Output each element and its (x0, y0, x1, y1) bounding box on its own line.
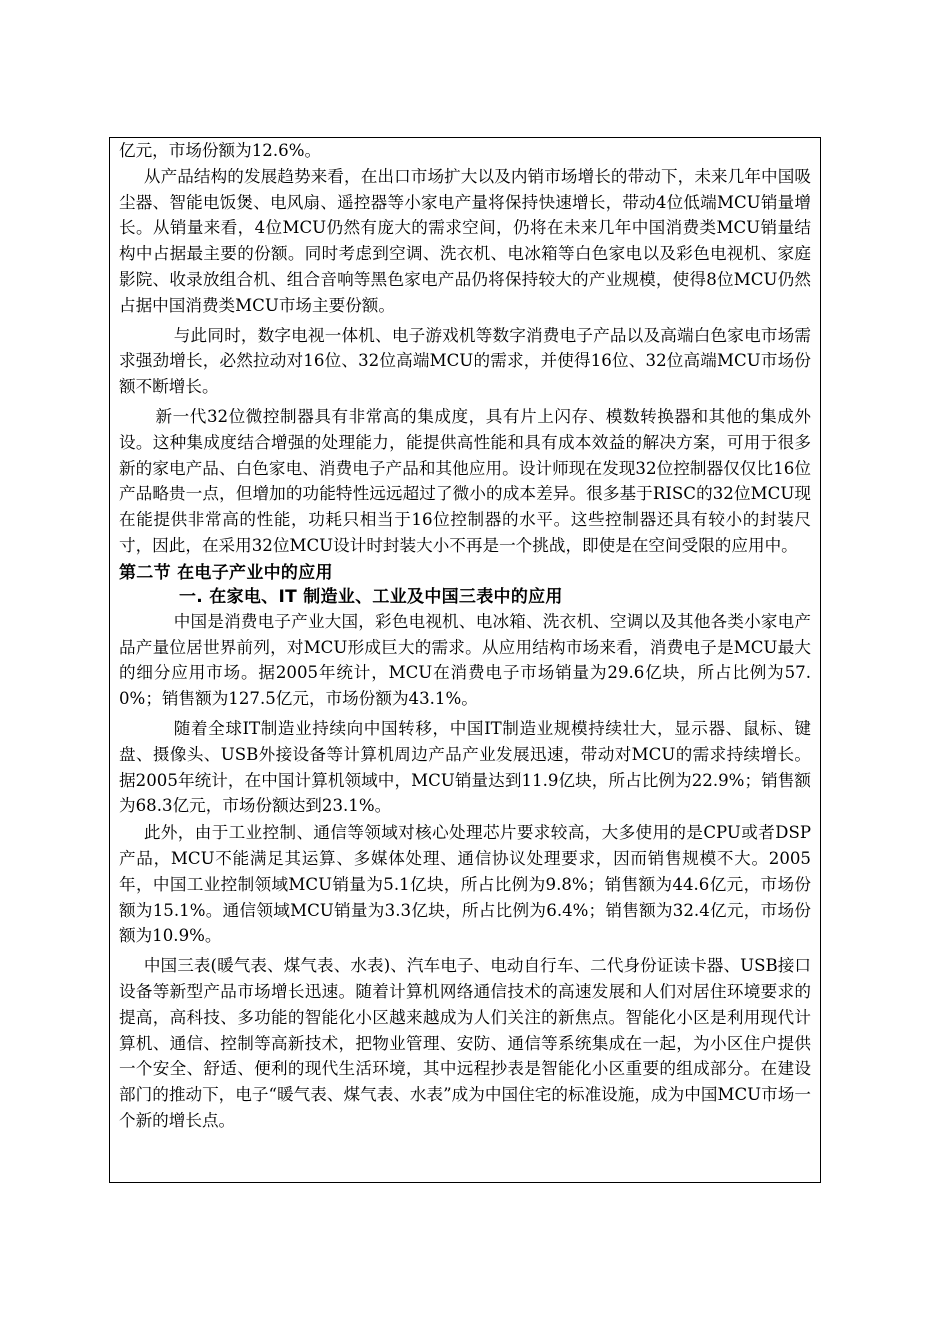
paragraph-industrial-control: 此外，由于工业控制、通信等领域对核心处理芯片要求较高，大多使用的是CPU或者DSP产品，MCU不能满足其运算、多媒体处理、通信协议处理要求，因而销售规模不大。2005年，中国工业控制领域MCU销量为5.1亿块，所占比例为9.8%；销售额为44.6亿元，市场份额为15.1%。通信领域MCU销量为3.3亿块，所占比例为6.4%；销售额为32.4亿元，市场份额为10.9%。 (119, 823, 811, 946)
paragraph-digital-consumer: 与此同时，数字电视一体机、电子游戏机等数字消费电子产品以及高端白色家电市场需求强劲增长，必然拉动对16位、32位高端MCU的需求，并使得16位、32位高端MCU市场份额不断增长。 (119, 325, 811, 397)
document-frame (109, 137, 821, 1183)
paragraph-product-structure: 从产品结构的发展趋势来看，在出口市场扩大以及内销市场增长的带动下，未来几年中国吸尘器、智能电饭煲、电风扇、遥控器等小家电产量将保持快速增长，带动4位低端MCU销量增长。从销量来看，4位MCU仍然有庞大的需求空间，仍将在未来几年中国消费类MCU销量结构中占据最主要的份额。同时考虑到空调、洗衣机、电冰箱等白色家电以及彩色电视机、家庭影院、收录放组合机、组合音响等黑色家电产品仍将保持较大的产业规模，使得8位MCU仍然占据中国消费类MCU市场主要份额。 (119, 166, 811, 315)
paragraph-three-meters: 中国三表(暖气表、煤气表、水表)、汽车电子、电动自行车、二代身份证读卡器、USB接口设备等新型产品市场增长迅速。随着计算机网络通信技术的高速发展和人们对居住环境要求的提高，高科技、多功能的智能化小区越来越成为人们关注的新焦点。智能化小区是利用现代计算机、通信、控制等高新技术，把物业管理、安防、通信等系统集成在一起，为小区住户提供一个安全、舒适、便利的现代生活环境，其中远程抄表是智能化小区重要的组成部分。在建设部门的推动下，电子“暖气表、煤气表、水表”成为中国住宅的标准设施，成为中国MCU市场一个新的增长点。 (119, 956, 811, 1130)
paragraph-32bit-controllers: 新一代32位微控制器具有非常高的集成度，具有片上闪存、模数转换器和其他的集成外设。这种集成度结合增强的处理能力，能提供高性能和具有成本效益的解决方案，可用于很多新的家电产品、白色家电、消费电子产品和其他应用。设计师现在发现32位控制器仅仅比16位产品略贵一点，但增加的功能特性远远超过了微小的成本差异。很多基于RISC的32位MCU现在能提供非常高的性能，功耗只相当于16位控制器的水平。这些控制器还具有较小的封装尺寸，因此，在采用32位MCU设计时封装大小不再是一个挑战，即使是在空间受限的应用中。 (119, 406, 811, 555)
section-heading: 第二节 在电子产业中的应用 (119, 562, 333, 583)
paragraph-continuation: 亿元，市场份额为12.6%。 (119, 141, 322, 160)
paragraph-it-manufacturing: 随着全球IT制造业持续向中国转移，中国IT制造业规模持续壮大，显示器、鼠标、键盘、摄像头、USB外接设备等计算机周边产品产业发展迅速，带动对MCU的需求持续增长。据2005年统计，在中国计算机领域中，MCU销量达到11.9亿块，所占比例为22.9%；销售额为68.3亿元，市场份额达到23.1%。 (119, 718, 811, 816)
subsection-heading: 一. 在家电、IT 制造业、工业及中国三表中的应用 (179, 586, 563, 607)
paragraph-consumer-electronics: 中国是消费电子产业大国，彩色电视机、电冰箱、洗衣机、空调以及其他各类小家电产品产量位居世界前列，对MCU形成巨大的需求。从应用结构市场来看，消费电子是MCU最大的细分应用市场。据2005年统计，MCU在消费电子市场销量为29.6亿块，所占比例为57.0%；销售额为127.5亿元，市场份额为43.1%。 (119, 611, 811, 709)
